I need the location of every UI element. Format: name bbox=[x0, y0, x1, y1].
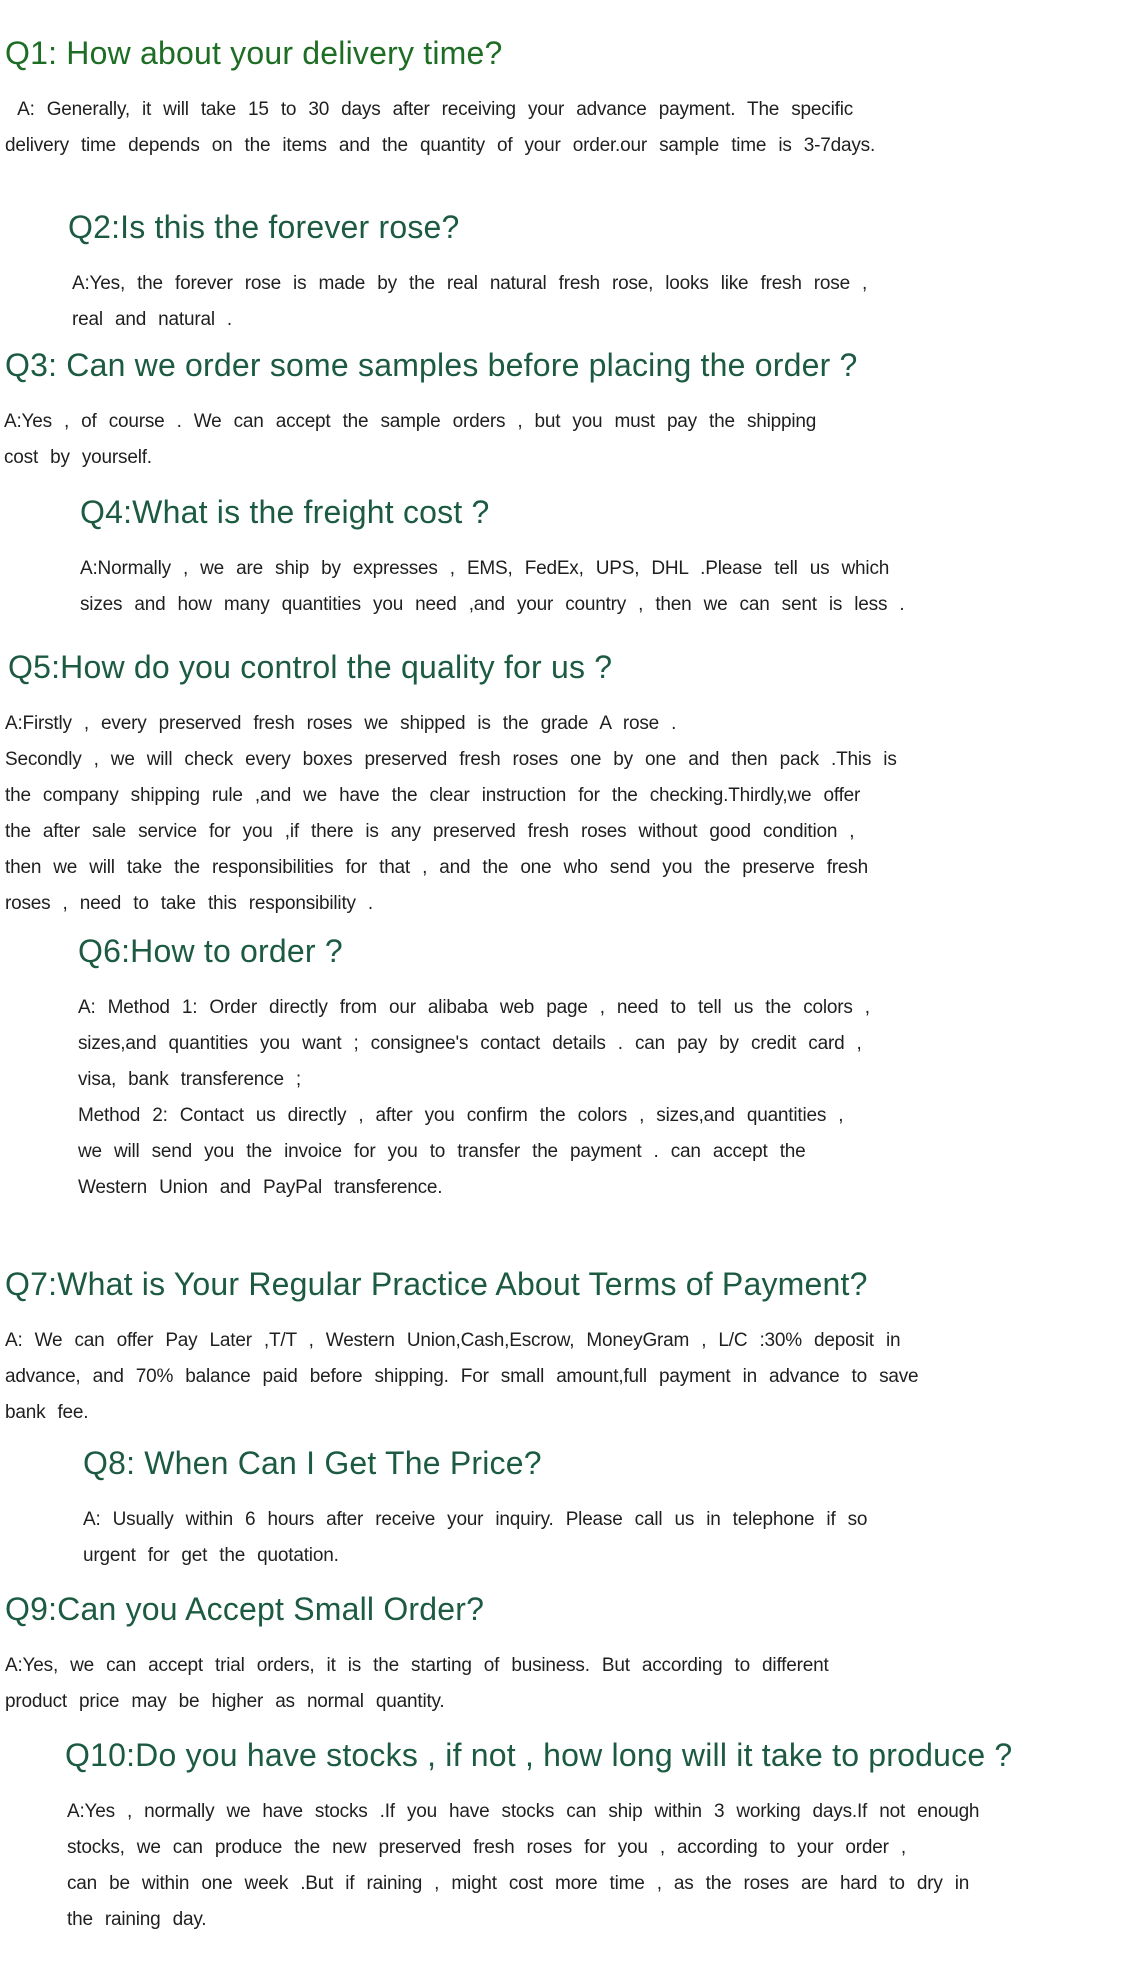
answer-line: A: Method 1: Order directly from our alibaba web page , need to tell us the colors , bbox=[78, 997, 870, 1018]
faq-section-q3 bbox=[0, 344, 1128, 476]
question-heading-q3: Q3: Can we order some samples before placing the order ? bbox=[5, 347, 858, 383]
question-heading-q9: Q9:Can you Accept Small Order? bbox=[5, 1591, 485, 1627]
answer-q1 bbox=[5, 92, 1128, 164]
faq-section-q10 bbox=[0, 1734, 1128, 1938]
faq-section-q2 bbox=[0, 206, 1128, 338]
answer-line: Secondly , we will check every boxes preserved fresh roses one by one and then pack .This is bbox=[5, 749, 897, 770]
answer-line: the raining day. bbox=[67, 1909, 207, 1930]
answer-q4 bbox=[80, 551, 1128, 623]
answer-q9 bbox=[5, 1648, 1128, 1720]
answer-q2 bbox=[72, 266, 1128, 338]
answer-line: urgent for get the quotation. bbox=[83, 1545, 339, 1566]
answer-line: A:Firstly , every preserved fresh roses we shipped is the grade A rose . bbox=[5, 713, 677, 734]
question-heading-q8: Q8: When Can I Get The Price? bbox=[83, 1445, 542, 1481]
answer-line: Western Union and PayPal transference. bbox=[78, 1177, 443, 1198]
answer-q6 bbox=[78, 990, 1128, 1206]
answer-line: real and natural . bbox=[72, 309, 232, 330]
answer-line: we will send you the invoice for you to transfer the payment . can accept the bbox=[78, 1141, 806, 1162]
answer-line: sizes,and quantities you want ; consignee's contact details . can pay by credit card , bbox=[78, 1033, 862, 1054]
faq-section-q1 bbox=[0, 32, 1128, 164]
faq-section-q5 bbox=[0, 646, 1128, 922]
answer-q10 bbox=[67, 1794, 1128, 1938]
answer-line: A:Yes, the forever rose is made by the real natural fresh rose, looks like fresh rose , bbox=[72, 273, 868, 294]
answer-line: A:Yes, we can accept trial orders, it is the starting of business. But according to different bbox=[5, 1655, 829, 1676]
answer-line: the company shipping rule ,and we have the clear instruction for the checking.Thirdly,we offer bbox=[5, 785, 861, 806]
answer-line: A: We can offer Pay Later ,T/T , Western Union,Cash,Escrow, MoneyGram , L/C :30% deposit in bbox=[5, 1330, 901, 1351]
answer-line: A:Yes , of course . We can accept the sample orders , but you must pay the shipping bbox=[4, 411, 817, 432]
faq-section-q8 bbox=[0, 1442, 1128, 1574]
question-heading-q1: Q1: How about your delivery time? bbox=[5, 35, 503, 71]
faq-section-q4 bbox=[0, 491, 1128, 623]
question-heading-q10: Q10:Do you have stocks , if not , how long will it take to produce ? bbox=[65, 1737, 1013, 1773]
answer-line: visa, bank transference ; bbox=[78, 1069, 301, 1090]
answer-line: Method 2: Contact us directly , after you confirm the colors , sizes,and quantities , bbox=[78, 1105, 844, 1126]
answer-line: product price may be higher as normal quantity. bbox=[5, 1691, 445, 1712]
answer-q5 bbox=[5, 706, 1128, 922]
answer-q3 bbox=[4, 404, 1128, 476]
answer-line: A: Usually within 6 hours after receive your inquiry. Please call us in telephone if so bbox=[83, 1509, 868, 1530]
answer-line: A: Generally, it will take 15 to 30 days after receiving your advance payment. The specific bbox=[5, 99, 854, 120]
answer-line: bank fee. bbox=[5, 1402, 89, 1423]
faq-section-q9 bbox=[0, 1588, 1128, 1720]
answer-line: cost by yourself. bbox=[4, 447, 152, 468]
answer-line: can be within one week .But if raining , might cost more time , as the roses are hard to dry in bbox=[67, 1873, 970, 1894]
answer-q8 bbox=[83, 1502, 1128, 1574]
answer-q7 bbox=[5, 1323, 1128, 1431]
faq-section-q6 bbox=[0, 930, 1128, 1206]
question-heading-q4: Q4:What is the freight cost ? bbox=[80, 494, 490, 530]
answer-line: A:Yes , normally we have stocks .If you have stocks can ship within 3 working days.If not enough bbox=[67, 1801, 980, 1822]
question-heading-q2: Q2:Is this the forever rose? bbox=[68, 209, 460, 245]
answer-line: sizes and how many quantities you need ,and your country , then we can sent is less . bbox=[80, 594, 905, 615]
question-heading-q6: Q6:How to order ? bbox=[78, 933, 343, 969]
question-heading-q7: Q7:What is Your Regular Practice About Terms of Payment? bbox=[5, 1266, 868, 1302]
answer-line: roses , need to take this responsibility . bbox=[5, 893, 373, 914]
answer-line: delivery time depends on the items and the quantity of your order.our sample time is 3-7days. bbox=[5, 135, 876, 156]
answer-line: then we will take the responsibilities for that , and the one who send you the preserve fresh bbox=[5, 857, 868, 878]
faq-section-q7 bbox=[0, 1263, 1128, 1431]
question-heading-q5: Q5:How do you control the quality for us ? bbox=[8, 649, 613, 685]
faq-document bbox=[0, 32, 1128, 1938]
answer-line: stocks, we can produce the new preserved fresh roses for you , according to your order , bbox=[67, 1837, 906, 1858]
answer-line: advance, and 70% balance paid before shipping. For small amount,full payment in advance to save bbox=[5, 1366, 919, 1387]
answer-line: A:Normally , we are ship by expresses , EMS, FedEx, UPS, DHL .Please tell us which bbox=[80, 558, 890, 579]
answer-line: the after sale service for you ,if there is any preserved fresh roses without good condition , bbox=[5, 821, 855, 842]
